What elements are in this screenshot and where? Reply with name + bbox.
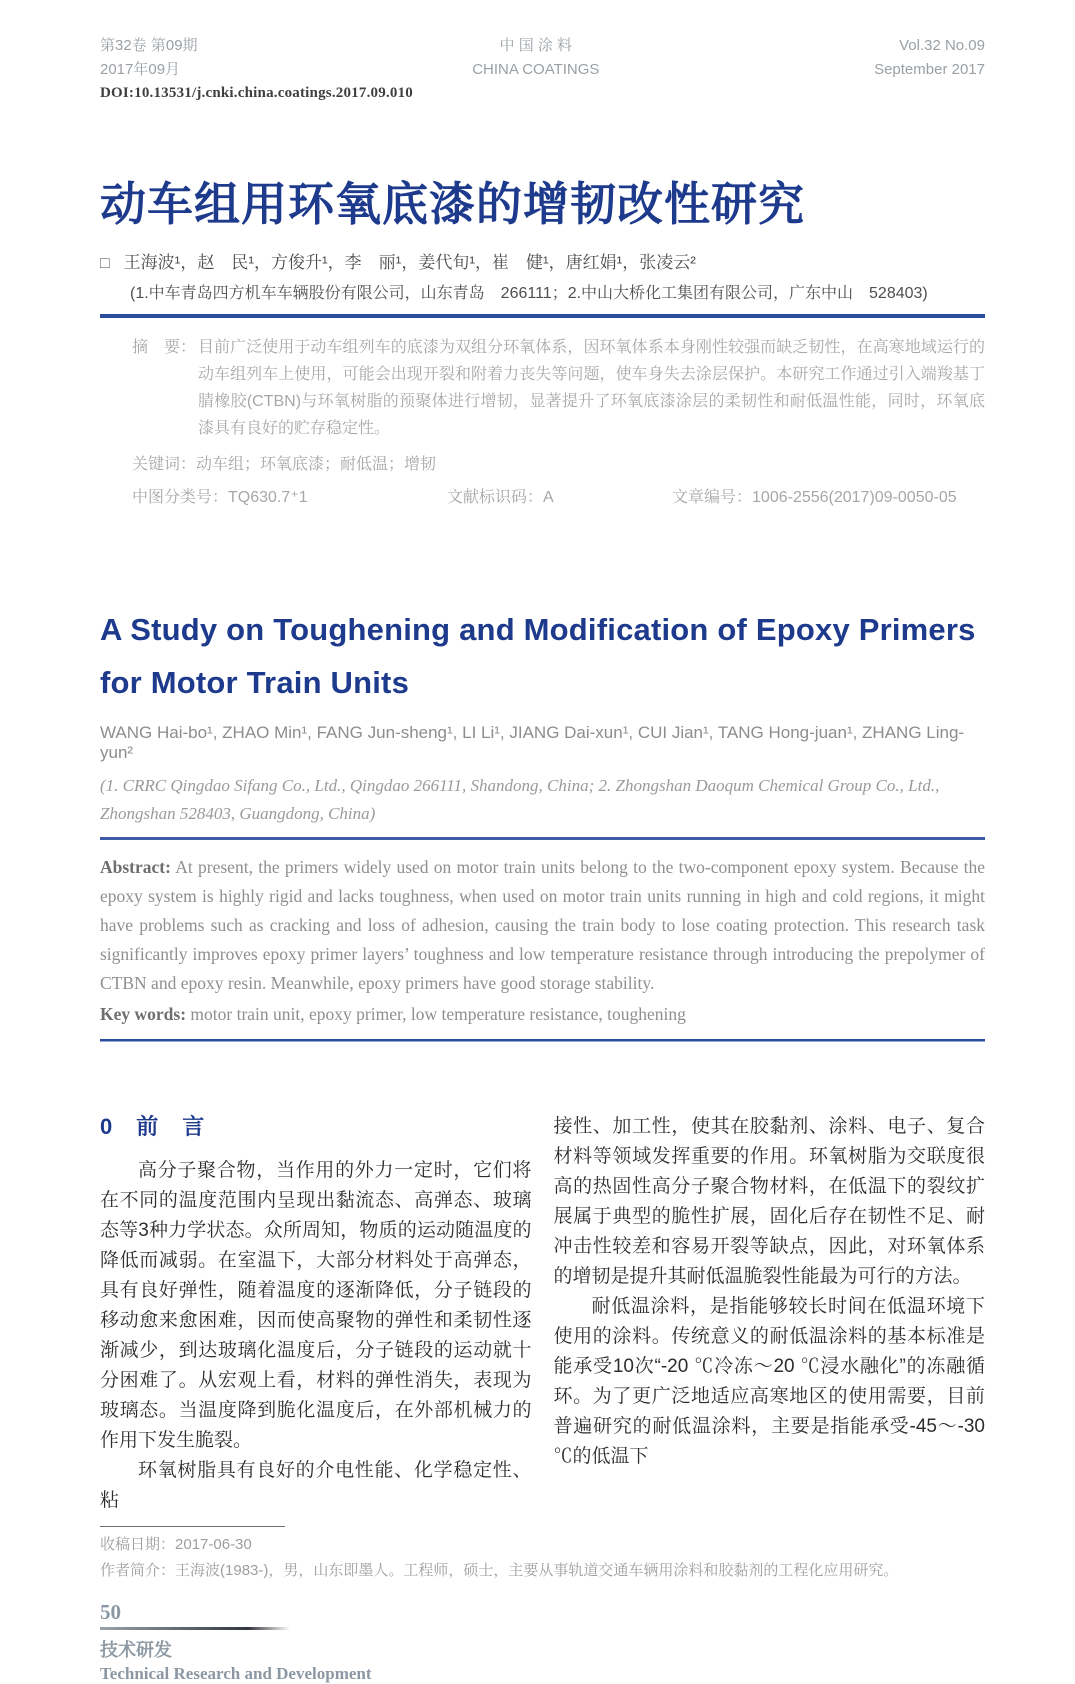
title-en-line2: for Motor Train Units — [100, 665, 410, 700]
keywords-cn: 动车组；环氧底漆；耐低温；增韧 — [196, 456, 437, 473]
masthead-journal-name — [472, 34, 599, 82]
volume-issue-cn: 第32卷 第09期 — [100, 37, 198, 54]
date-cn: 2017年09月 — [100, 61, 181, 78]
keywords-label-en: Key words: — [100, 1004, 187, 1024]
journal-masthead — [100, 34, 985, 82]
title-en-line1: A Study on Toughening and Modification of Epoxy Primers — [100, 612, 976, 647]
article-id-value: 1006-2556(2017)09-0050-05 — [752, 489, 957, 506]
doi: DOI:10.13531/j.cnki.china.coatings.2017.09.010 — [100, 85, 413, 101]
page-footer — [100, 1600, 985, 1684]
abstract-en — [100, 853, 985, 998]
article-title-en — [100, 603, 985, 709]
keywords-en-row — [100, 1000, 985, 1029]
abstract-text-en: At present, the primers widely used on motor train units belong to the two-component epoxy system. Because the epoxy system is highly rigid and lacks toughness, when used on motor train units running in high and cold regions, it might have problems such as cracking and loss of adhesion, causing the train body to lose coating protection. This research task significantly improves epoxy primer layers’ toughness and low temperature resistance through introducing the prepolymer of CTBN and epoxy resin. Meanwhile, epoxy primers have good storage stability. — [100, 857, 985, 993]
article-title-cn: 动车组用环氧底漆的增韧改性研究 — [100, 178, 805, 230]
clc-value: TQ630.7⁺1 — [228, 489, 308, 506]
keywords-label-cn: 关键词： — [132, 456, 197, 473]
body-paragraph: 环氧树脂具有良好的介电性能、化学稳定性、粘 — [100, 1460, 532, 1511]
footer-column-en: Technical Research and Development — [100, 1664, 372, 1683]
masthead-volume-issue-en — [874, 34, 985, 82]
body-columns — [100, 1112, 985, 1516]
keywords-row-cn — [132, 451, 985, 474]
journal-name-cn: 中 国 涂 料 — [499, 37, 573, 54]
authors-cn-text: 王海波¹，赵 民¹，方俊升¹，李 丽¹，姜代旬¹，崔 健¹，唐红娟¹，张凌云² — [123, 253, 696, 272]
footer-divider — [100, 1627, 290, 1630]
author-bio: 王海波(1983-)，男，山东即墨人。工程师，硕士，主要从事轨道交通车辆用涂料和胶黏剂的工程化应用研究。 — [175, 1562, 899, 1579]
doc-code-value: A — [543, 489, 554, 506]
volume-issue-en: Vol.32 No.09 — [899, 37, 985, 54]
page-number: 50 — [100, 1600, 121, 1624]
author-marker-icon: □ — [100, 255, 110, 272]
body-paragraph: 接性、加工性，使其在胶黏剂、涂料、电子、复合材料等领域发挥重要的作用。环氧树脂为交联度很高的热固性高分子聚合物材料，在低温下的裂纹扩展属于典型的脆性扩展，固化后存在韧性不足、耐冲击性较差和容易开裂等缺点，因此，对环氧体系的增韧是提升其耐低温脆裂性能最为可行的方法。 — [553, 1116, 985, 1287]
body-left-column — [100, 1112, 532, 1516]
body-paragraph: 耐低温涂料，是指能够较长时间在低温环境下使用的涂料。传统意义的耐低温涂料的基本标准是能承受10次“-20 ℃冷冻～20 ℃浸水融化”的冻融循环。为了更广泛地适应高寒地区的使用需要，目前普遍研究的耐低温涂料，主要是指能承受-45～-30 ℃的低温下 — [553, 1296, 985, 1467]
date-en: September 2017 — [874, 61, 985, 78]
footnote-block — [100, 1526, 985, 1584]
article-id — [672, 484, 985, 507]
abstract-label-en: Abstract: — [100, 857, 171, 877]
body-right-column — [554, 1112, 986, 1516]
section-heading-intro: 0 前 言 — [100, 1114, 206, 1139]
received-date-row — [100, 1532, 985, 1558]
classification-row — [132, 484, 985, 507]
footnote-divider — [100, 1526, 285, 1527]
authors-cn — [100, 248, 985, 273]
masthead-volume-issue — [100, 34, 198, 82]
author-bio-label: 作者简介： — [100, 1562, 176, 1579]
abstract-text-cn: 目前广泛使用于动车组列车的底漆为双组分环氧体系，因环氧体系本身刚性较强而缺乏韧性，在高寒地域运行的动车组列车上使用，可能会出现开裂和附着力丧失等问题，使车身失去涂层保护。本研究工作通过引入端羧基丁腈橡胶(CTBN)与环氧树脂的预聚体进行增韧，显著提升了环氧底漆涂层的柔韧性和耐低温性能，同时，环氧底漆具有良好的贮存稳定性。 — [198, 339, 985, 437]
footer-column-cn: 技术研发 — [100, 1640, 172, 1660]
affiliation-en: (1. CRRC Qingdao Sifang Co., Ltd., Qingdao 266111, Shandong, China; 2. Zhongshan Daoqum Chemical Group Co., Ltd., Zhongshan 528403, Guangdong, China) — [100, 776, 940, 823]
clc-number — [132, 484, 447, 507]
abstract-row-cn — [132, 334, 985, 442]
received-date: 2017-06-30 — [175, 1536, 252, 1553]
clc-label: 中图分类号： — [132, 489, 229, 506]
doc-code-label: 文献标识码： — [447, 489, 544, 506]
author-bio-row — [100, 1558, 985, 1584]
abstract-label-cn: 摘 要： — [132, 339, 197, 356]
authors-en: WANG Hai-bo¹, ZHAO Min¹, FANG Jun-sheng¹, LI Li¹, JIANG Dai-xun¹, CUI Jian¹, TANG Hong-juan¹, ZHANG Ling-yun² — [100, 723, 965, 762]
abstract-block-cn — [100, 318, 985, 507]
english-block — [100, 603, 985, 1042]
journal-name-en: CHINA COATINGS — [472, 61, 600, 78]
received-date-label: 收稿日期： — [100, 1536, 176, 1553]
divider-en-affiliation — [100, 837, 985, 840]
body-paragraph: 高分子聚合物，当作用的外力一定时，它们将在不同的温度范围内呈现出黏流态、高弹态、玻璃态等3种力学状态。众所周知，物质的运动随温度的降低而减弱。在室温下，大部分材料处于高弹态，具有良好弹性，随着温度的逐渐降低，分子链段的移动愈来愈困难，因而使高聚物的弹性和柔韧性逐渐减少，到达玻璃化温度后，分子链段的运动就十分困难了。从宏观上看，材料的弹性消失，表现为玻璃态。当温度降到脆化温度后，在外部机械力的作用下发生脆裂。 — [100, 1160, 532, 1451]
document-code — [447, 484, 672, 507]
article-id-label: 文章编号： — [672, 489, 753, 506]
keywords-en: motor train unit, epoxy primer, low temperature resistance, toughening — [190, 1004, 686, 1024]
affiliation-cn: (1.中车青岛四方机车车辆股份有限公司，山东青岛 266111；2.中山大桥化工集团有限公司，广东中山 528403) — [130, 285, 928, 302]
divider-en-abstract — [100, 1039, 985, 1042]
